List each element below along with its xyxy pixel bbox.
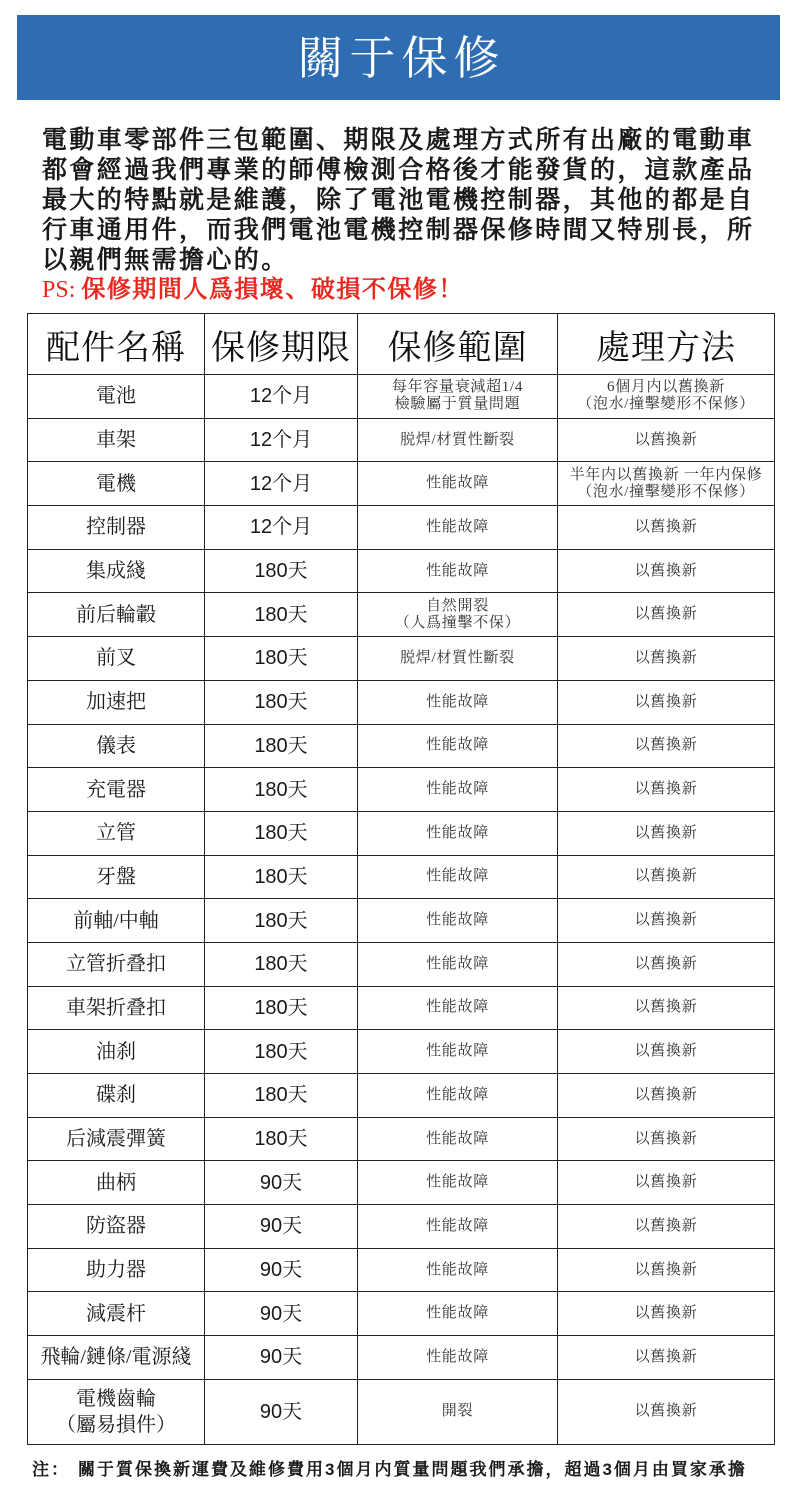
warranty-scope-cell bbox=[357, 725, 557, 768]
warranty-scope-text: 性能故障 bbox=[426, 999, 489, 1016]
handling-method-cell bbox=[557, 637, 774, 680]
part-name-text: 電池 bbox=[96, 385, 136, 408]
part-name-text: 集成綫 bbox=[86, 560, 146, 583]
handling-method-text: 以舊換新 bbox=[634, 518, 698, 535]
part-name-text: 減震杆 bbox=[86, 1302, 146, 1325]
handling-method-cell bbox=[557, 550, 774, 593]
warranty-period-cell bbox=[204, 943, 357, 986]
warranty-scope-text: 脱焊/材質性斷裂 bbox=[400, 431, 515, 448]
part-name-cell bbox=[28, 1074, 204, 1117]
warranty-scope-text: 性能故障 bbox=[426, 693, 489, 710]
part-name-cell bbox=[28, 593, 204, 636]
handling-method-text: 以舊換新 bbox=[634, 606, 698, 623]
handling-method-cell bbox=[557, 856, 774, 899]
handling-method-cell bbox=[557, 1292, 774, 1335]
part-name-cell bbox=[28, 768, 204, 811]
warranty-scope-text: 性能故障 bbox=[426, 1261, 489, 1278]
warranty-period-cell bbox=[204, 637, 357, 680]
part-name-text: （屬易損件） bbox=[56, 1413, 176, 1436]
warranty-period-cell bbox=[204, 681, 357, 724]
part-name-text: 立管 bbox=[96, 822, 136, 845]
warranty-scope-cell bbox=[357, 1205, 557, 1248]
part-name-text: 儀表 bbox=[96, 734, 136, 757]
warranty-period-text: 180天 bbox=[254, 909, 308, 932]
warranty-period-cell bbox=[204, 1161, 357, 1204]
ps-label: PS: bbox=[42, 277, 76, 303]
warranty-scope-cell bbox=[357, 1336, 557, 1379]
part-name-text: 油刹 bbox=[96, 1040, 136, 1063]
handling-method-text: 以舊換新 bbox=[634, 1348, 698, 1365]
handling-method-cell bbox=[557, 1336, 774, 1379]
part-name-cell bbox=[28, 1205, 204, 1248]
page-title: 關于保修 bbox=[297, 31, 506, 84]
warranty-period-text: 12个月 bbox=[249, 516, 313, 539]
part-name-text: 防盜器 bbox=[86, 1215, 146, 1238]
warranty-period-cell bbox=[204, 1118, 357, 1161]
footer-note-text: 關于質保換新運費及維修費用3個月内質量問題我們承擔，超過3個月由買家承擔 bbox=[78, 1460, 747, 1479]
table-row bbox=[28, 592, 774, 636]
warranty-scope-text: （人爲撞擊不保） bbox=[394, 614, 521, 631]
table-row bbox=[28, 1160, 774, 1204]
column-header-handling-method: 處理方法 bbox=[557, 314, 774, 374]
handling-method-cell bbox=[557, 1249, 774, 1292]
part-name-cell bbox=[28, 1249, 204, 1292]
part-name-text: 后減震彈簧 bbox=[66, 1128, 166, 1151]
part-name-text: 前后輪轂 bbox=[76, 603, 156, 626]
handling-method-text: 以舊換新 bbox=[634, 431, 698, 448]
handling-method-cell bbox=[557, 812, 774, 855]
ps-warning bbox=[42, 275, 777, 305]
table-row bbox=[28, 1248, 774, 1292]
part-name-cell bbox=[28, 856, 204, 899]
handling-method-text: 以舊換新 bbox=[634, 562, 698, 579]
part-name-cell bbox=[28, 943, 204, 986]
part-name-text: 控制器 bbox=[86, 516, 146, 539]
warranty-period-text: 12个月 bbox=[249, 472, 313, 495]
footer-note bbox=[32, 1455, 747, 1485]
part-name-cell bbox=[28, 506, 204, 549]
table-row bbox=[28, 767, 774, 811]
warranty-scope-cell bbox=[357, 768, 557, 811]
warranty-scope-cell bbox=[357, 1118, 557, 1161]
warranty-scope-text: 性能故障 bbox=[426, 562, 489, 579]
warranty-period-text: 180天 bbox=[254, 603, 308, 626]
warranty-period-text: 12个月 bbox=[249, 385, 313, 408]
warranty-scope-cell bbox=[357, 681, 557, 724]
part-name-text: 電機 bbox=[96, 472, 136, 495]
handling-method-text: 6個月内以舊換新 bbox=[606, 379, 726, 396]
part-name-cell bbox=[28, 1380, 204, 1444]
warranty-period-text: 180天 bbox=[254, 1084, 308, 1107]
handling-method-cell bbox=[557, 768, 774, 811]
warranty-scope-cell bbox=[357, 1292, 557, 1335]
warranty-scope-text: 性能故障 bbox=[426, 912, 489, 929]
handling-method-text: 以舊換新 bbox=[634, 1174, 698, 1191]
warranty-period-cell bbox=[204, 1074, 357, 1117]
part-name-text: 充電器 bbox=[86, 778, 146, 801]
column-header-warranty-period: 保修期限 bbox=[204, 314, 357, 374]
handling-method-text: 以舊換新 bbox=[634, 1086, 698, 1103]
warranty-scope-text: 性能故障 bbox=[426, 1130, 489, 1147]
table-row bbox=[28, 855, 774, 899]
handling-method-text: 以舊換新 bbox=[634, 1261, 698, 1278]
part-name-cell bbox=[28, 462, 204, 505]
table-row bbox=[28, 1335, 774, 1379]
warranty-period-text: 180天 bbox=[254, 691, 308, 714]
warranty-period-cell bbox=[204, 1249, 357, 1292]
handling-method-text: 以舊換新 bbox=[634, 737, 698, 754]
warranty-period-text: 90天 bbox=[259, 1346, 303, 1369]
warranty-period-cell bbox=[204, 1030, 357, 1073]
warranty-period-text: 180天 bbox=[254, 778, 308, 801]
warranty-scope-text: 性能故障 bbox=[426, 1348, 489, 1365]
warranty-scope-text: 性能故障 bbox=[426, 475, 489, 492]
table-row bbox=[28, 986, 774, 1030]
handling-method-text: 以舊換新 bbox=[634, 824, 698, 841]
warranty-period-text: 90天 bbox=[259, 1259, 303, 1282]
warranty-scope-cell bbox=[357, 856, 557, 899]
table-row bbox=[28, 636, 774, 680]
part-name-text: 牙盤 bbox=[96, 865, 136, 888]
warranty-table bbox=[27, 313, 775, 1445]
handling-method-cell bbox=[557, 681, 774, 724]
warranty-scope-cell bbox=[357, 1161, 557, 1204]
handling-method-cell bbox=[557, 1380, 774, 1444]
warranty-scope-cell bbox=[357, 1030, 557, 1073]
part-name-cell bbox=[28, 550, 204, 593]
warranty-period-cell bbox=[204, 856, 357, 899]
warranty-period-cell bbox=[204, 812, 357, 855]
warranty-period-text: 180天 bbox=[254, 560, 308, 583]
handling-method-text: 以舊換新 bbox=[634, 912, 698, 929]
warranty-period-text: 180天 bbox=[254, 734, 308, 757]
warranty-scope-cell bbox=[357, 462, 557, 505]
warranty-period-cell bbox=[204, 550, 357, 593]
warranty-period-text: 90天 bbox=[259, 1302, 303, 1325]
warranty-period-cell bbox=[204, 725, 357, 768]
warranty-period-cell bbox=[204, 506, 357, 549]
handling-method-cell bbox=[557, 943, 774, 986]
handling-method-text: （泡水/撞擊變形不保修） bbox=[577, 483, 755, 500]
table-row bbox=[28, 374, 774, 418]
part-name-cell bbox=[28, 987, 204, 1030]
warranty-period-cell bbox=[204, 768, 357, 811]
warranty-period-text: 90天 bbox=[259, 1400, 303, 1423]
handling-method-cell bbox=[557, 899, 774, 942]
warranty-period-cell bbox=[204, 1336, 357, 1379]
intro-paragraph bbox=[42, 125, 777, 305]
handling-method-text: 以舊換新 bbox=[634, 1403, 698, 1420]
warranty-scope-text: 性能故障 bbox=[426, 1217, 489, 1234]
part-name-text: 助力器 bbox=[86, 1259, 146, 1282]
warranty-period-cell bbox=[204, 899, 357, 942]
part-name-cell bbox=[28, 1336, 204, 1379]
table-row bbox=[28, 680, 774, 724]
handling-method-text: （泡水/撞擊變形不保修） bbox=[577, 396, 755, 413]
warranty-period-text: 90天 bbox=[259, 1171, 303, 1194]
warranty-scope-text: 性能故障 bbox=[426, 1305, 489, 1322]
warranty-period-text: 90天 bbox=[259, 1215, 303, 1238]
warranty-scope-text: 檢驗屬于質量問題 bbox=[394, 396, 521, 413]
table-row bbox=[28, 898, 774, 942]
part-name-text: 飛輪/鏈條/電源綫 bbox=[40, 1346, 192, 1369]
warranty-period-text: 180天 bbox=[254, 647, 308, 670]
warranty-scope-text: 性能故障 bbox=[426, 868, 489, 885]
title-banner bbox=[17, 15, 780, 100]
part-name-text: 車架 bbox=[96, 429, 136, 452]
warranty-scope-text: 性能故障 bbox=[426, 518, 489, 535]
handling-method-cell bbox=[557, 725, 774, 768]
handling-method-cell bbox=[557, 1205, 774, 1248]
part-name-text: 立管折叠扣 bbox=[66, 953, 166, 976]
warranty-scope-text: 性能故障 bbox=[426, 1174, 489, 1191]
table-row bbox=[28, 811, 774, 855]
warranty-scope-cell bbox=[357, 375, 557, 418]
table-row bbox=[28, 505, 774, 549]
part-name-cell bbox=[28, 1161, 204, 1204]
part-name-cell bbox=[28, 812, 204, 855]
warranty-period-cell bbox=[204, 375, 357, 418]
warranty-period-cell bbox=[204, 1205, 357, 1248]
warranty-scope-cell bbox=[357, 419, 557, 462]
warranty-scope-text: 性能故障 bbox=[426, 1086, 489, 1103]
table-row bbox=[28, 1204, 774, 1248]
warranty-period-cell bbox=[204, 1292, 357, 1335]
warranty-period-cell bbox=[204, 593, 357, 636]
footer-note-label: 注： bbox=[32, 1460, 70, 1479]
warranty-scope-cell bbox=[357, 1380, 557, 1444]
part-name-cell bbox=[28, 419, 204, 462]
part-name-cell bbox=[28, 1030, 204, 1073]
warranty-scope-text: 性能故障 bbox=[426, 737, 489, 754]
part-name-text: 電機齒輪 bbox=[76, 1387, 156, 1410]
intro-line: 以親們無需擔心的。 bbox=[42, 246, 289, 274]
part-name-text: 車架折叠扣 bbox=[66, 996, 166, 1019]
table-row bbox=[28, 549, 774, 593]
handling-method-text: 以舊換新 bbox=[634, 999, 698, 1016]
warranty-period-cell bbox=[204, 987, 357, 1030]
intro-line: 最大的特點就是維護，除了電池電機控制器，其他的都是自 bbox=[42, 186, 755, 214]
part-name-cell bbox=[28, 375, 204, 418]
warranty-period-cell bbox=[204, 1380, 357, 1444]
handling-method-text: 以舊換新 bbox=[634, 781, 698, 798]
table-row bbox=[28, 724, 774, 768]
warranty-period-text: 12个月 bbox=[249, 429, 313, 452]
part-name-text: 碟刹 bbox=[96, 1084, 136, 1107]
warranty-scope-text: 性能故障 bbox=[426, 781, 489, 798]
table-row bbox=[28, 1379, 774, 1444]
warranty-period-cell bbox=[204, 462, 357, 505]
warranty-scope-text: 性能故障 bbox=[426, 955, 489, 972]
part-name-text: 前叉 bbox=[96, 647, 136, 670]
table-row bbox=[28, 1073, 774, 1117]
handling-method-text: 以舊換新 bbox=[634, 1130, 698, 1147]
handling-method-text: 以舊換新 bbox=[634, 1043, 698, 1060]
handling-method-cell bbox=[557, 987, 774, 1030]
handling-method-text: 以舊換新 bbox=[634, 693, 698, 710]
handling-method-text: 以舊換新 bbox=[634, 649, 698, 666]
handling-method-cell bbox=[557, 1030, 774, 1073]
warranty-scope-cell bbox=[357, 987, 557, 1030]
warranty-scope-text: 性能故障 bbox=[426, 824, 489, 841]
handling-method-cell bbox=[557, 419, 774, 462]
table-header-row bbox=[28, 314, 774, 374]
intro-line: 都會經過我們專業的師傅檢測合格後才能發貨的，這款產品 bbox=[42, 156, 755, 184]
part-name-cell bbox=[28, 899, 204, 942]
part-name-text: 曲柄 bbox=[96, 1171, 136, 1194]
warranty-scope-cell bbox=[357, 812, 557, 855]
warranty-period-text: 180天 bbox=[254, 953, 308, 976]
part-name-cell bbox=[28, 1292, 204, 1335]
table-row bbox=[28, 418, 774, 462]
warranty-scope-cell bbox=[357, 899, 557, 942]
table-row bbox=[28, 942, 774, 986]
part-name-cell bbox=[28, 681, 204, 724]
warranty-scope-text: 開裂 bbox=[441, 1403, 474, 1420]
warranty-scope-cell bbox=[357, 943, 557, 986]
column-header-part-name: 配件名稱 bbox=[46, 329, 186, 367]
table-row bbox=[28, 1029, 774, 1073]
handling-method-text: 以舊換新 bbox=[634, 868, 698, 885]
warranty-scope-cell bbox=[357, 637, 557, 680]
handling-method-cell bbox=[557, 1118, 774, 1161]
handling-method-cell bbox=[557, 506, 774, 549]
warranty-scope-text: 脱焊/材質性斷裂 bbox=[400, 649, 515, 666]
intro-line: 電動車零部件三包範圍、期限及處理方式所有出廠的電動車 bbox=[42, 126, 755, 154]
part-name-cell bbox=[28, 725, 204, 768]
warranty-period-text: 180天 bbox=[254, 1128, 308, 1151]
handling-method-cell bbox=[557, 462, 774, 505]
warranty-scope-cell bbox=[357, 506, 557, 549]
handling-method-text: 以舊換新 bbox=[634, 1217, 698, 1234]
table-row bbox=[28, 461, 774, 505]
part-name-text: 加速把 bbox=[86, 691, 146, 714]
warranty-scope-text: 自然開裂 bbox=[426, 597, 489, 614]
warranty-scope-cell bbox=[357, 550, 557, 593]
warranty-period-cell bbox=[204, 419, 357, 462]
warranty-scope-text: 每年容量衰減超1/4 bbox=[391, 379, 524, 396]
warranty-scope-cell bbox=[357, 593, 557, 636]
warranty-period-text: 180天 bbox=[254, 1040, 308, 1063]
warranty-scope-cell bbox=[357, 1074, 557, 1117]
part-name-text: 前軸/中軸 bbox=[73, 909, 159, 932]
warranty-scope-cell bbox=[357, 1249, 557, 1292]
handling-method-text: 以舊換新 bbox=[634, 1305, 698, 1322]
warranty-scope-text: 性能故障 bbox=[426, 1043, 489, 1060]
table-row bbox=[28, 1291, 774, 1335]
intro-line: 行車通用件，而我們電池電機控制器保修時間又特別長，所 bbox=[42, 216, 755, 244]
part-name-cell bbox=[28, 637, 204, 680]
column-header-warranty-scope: 保修範圍 bbox=[357, 314, 557, 374]
warranty-period-text: 180天 bbox=[254, 822, 308, 845]
table-row bbox=[28, 1117, 774, 1161]
warranty-period-text: 180天 bbox=[254, 996, 308, 1019]
handling-method-cell bbox=[557, 593, 774, 636]
handling-method-cell bbox=[557, 1074, 774, 1117]
warranty-period-text: 180天 bbox=[254, 865, 308, 888]
handling-method-text: 半年内以舊換新 一年内保修 bbox=[569, 466, 763, 483]
ps-text: 保修期間人爲損壞、破損不保修！ bbox=[81, 276, 464, 303]
part-name-cell bbox=[28, 1118, 204, 1161]
handling-method-text: 以舊換新 bbox=[634, 955, 698, 972]
handling-method-cell bbox=[557, 1161, 774, 1204]
handling-method-cell bbox=[557, 375, 774, 418]
